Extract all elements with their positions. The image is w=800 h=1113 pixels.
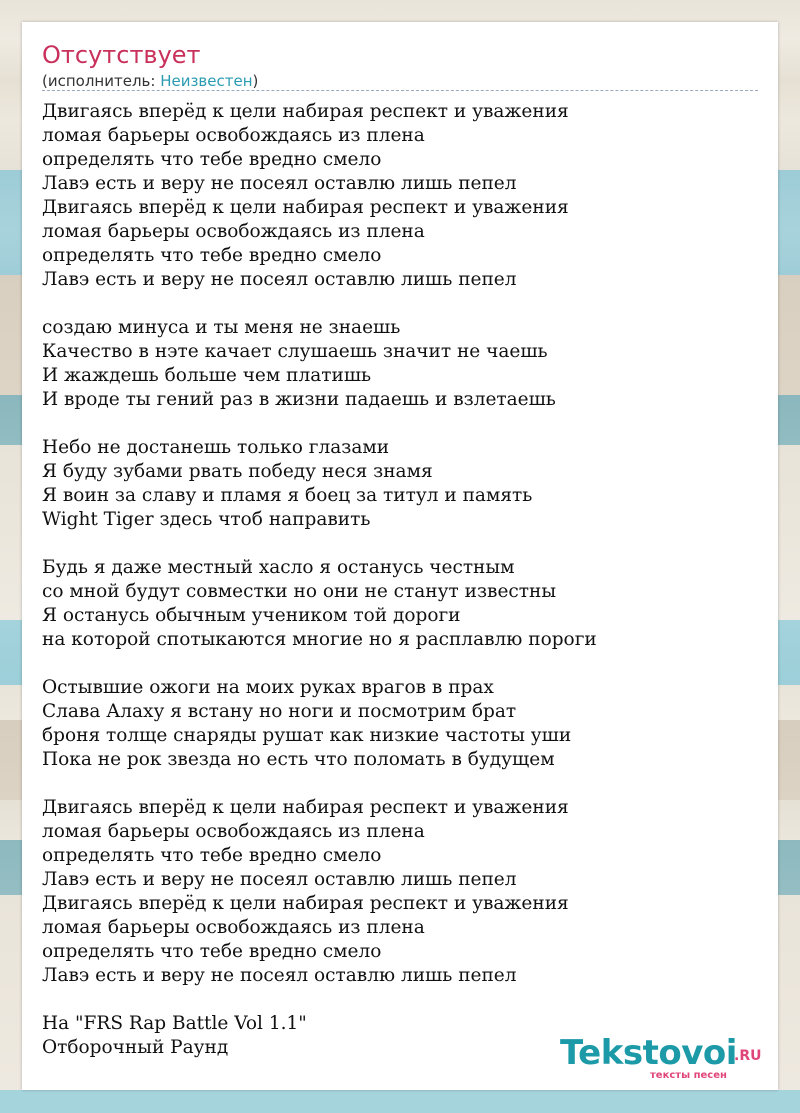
lyric-line: создаю минуса и ты меня не знаешь bbox=[42, 317, 401, 338]
lyric-line: ломая барьеры освобождаясь из плена bbox=[42, 125, 425, 146]
lyric-line: И жаждешь больше чем платишь bbox=[42, 365, 372, 386]
lyric-line: Слава Алаху я встану но ноги и посмотрим брат bbox=[42, 701, 517, 722]
lyric-line: Качество в нэте качает слушаешь значит не чаешь bbox=[42, 341, 548, 362]
artist-prefix: (исполнитель: bbox=[42, 72, 161, 90]
stanza-gap bbox=[42, 532, 758, 556]
logo-tagline: тексты песен bbox=[650, 1070, 727, 1081]
stanza-gap bbox=[42, 652, 758, 676]
site-logo[interactable] bbox=[560, 1034, 770, 1084]
lyric-line: со мной будут совместки но они не станут известны bbox=[42, 581, 557, 602]
lyric-line: броня толще снаряды рушат как низкие частоты уши bbox=[42, 725, 572, 746]
lyric-line: Лавэ есть и веру не посеял оставлю лишь пепел bbox=[42, 965, 517, 986]
lyric-line: ломая барьеры освобождаясь из плена bbox=[42, 821, 425, 842]
lyric-line: Я останусь обычным учеником той дороги bbox=[42, 605, 461, 626]
lyric-line: Wight Tiger здесь чтоб направить bbox=[42, 509, 371, 530]
lyric-line: ломая барьеры освобождаясь из плена bbox=[42, 221, 425, 242]
logo-name: Tekstovoi bbox=[560, 1033, 737, 1073]
title-divider bbox=[42, 90, 758, 91]
lyric-line: На "FRS Rap Battle Vol 1.1" bbox=[42, 1013, 307, 1034]
lyric-line: Будь я даже местный хасло я останусь честным bbox=[42, 557, 515, 578]
lyric-line: определять что тебе вредно смело bbox=[42, 149, 382, 170]
lyric-line: Двигаясь вперёд к цели набирая респект и уважения bbox=[42, 101, 569, 122]
lyric-line: Двигаясь вперёд к цели набирая респект и уважения bbox=[42, 893, 569, 914]
lyrics-text bbox=[42, 100, 758, 1060]
lyric-line: Остывшие ожоги на моих руках врагов в прах bbox=[42, 677, 494, 698]
lyric-line: Отборочный Раунд bbox=[42, 1037, 229, 1058]
artist-line bbox=[42, 71, 258, 91]
lyric-line: Двигаясь вперёд к цели набирая респект и уважения bbox=[42, 197, 569, 218]
artist-suffix: ) bbox=[252, 72, 259, 90]
stanza-gap bbox=[42, 292, 758, 316]
stanza-gap bbox=[42, 988, 758, 1012]
stanza-gap bbox=[42, 772, 758, 796]
lyric-line: Я буду зубами рвать победу неся знамя bbox=[42, 461, 433, 482]
lyric-line: на которой спотыкаются многие но я расплавлю пороги bbox=[42, 629, 597, 650]
lyric-line: Лавэ есть и веру не посеял оставлю лишь пепел bbox=[42, 869, 517, 890]
lyric-line: определять что тебе вредно смело bbox=[42, 845, 382, 866]
lyric-line: ломая барьеры освобождаясь из плена bbox=[42, 917, 425, 938]
lyric-line: Двигаясь вперёд к цели набирая респект и уважения bbox=[42, 797, 569, 818]
lyrics-card bbox=[22, 22, 778, 1090]
lyric-line: Пока не рок звезда но есть что поломать в будущем bbox=[42, 749, 555, 770]
stanza-gap bbox=[42, 412, 758, 436]
logo-tld: .RU bbox=[734, 1048, 762, 1064]
lyric-line: определять что тебе вредно смело bbox=[42, 245, 382, 266]
song-title: Отсутствует bbox=[42, 41, 201, 69]
lyric-line: Лавэ есть и веру не посеял оставлю лишь пепел bbox=[42, 269, 517, 290]
lyric-line: Я воин за славу и пламя я боец за титул и память bbox=[42, 485, 533, 506]
lyric-line: И вроде ты гений раз в жизни падаешь и взлетаешь bbox=[42, 389, 556, 410]
artist-link[interactable]: Неизвестен bbox=[160, 72, 253, 90]
lyric-line: Небо не достанешь только глазами bbox=[42, 437, 390, 458]
lyric-line: Лавэ есть и веру не посеял оставлю лишь пепел bbox=[42, 173, 517, 194]
lyric-line: определять что тебе вредно смело bbox=[42, 941, 382, 962]
